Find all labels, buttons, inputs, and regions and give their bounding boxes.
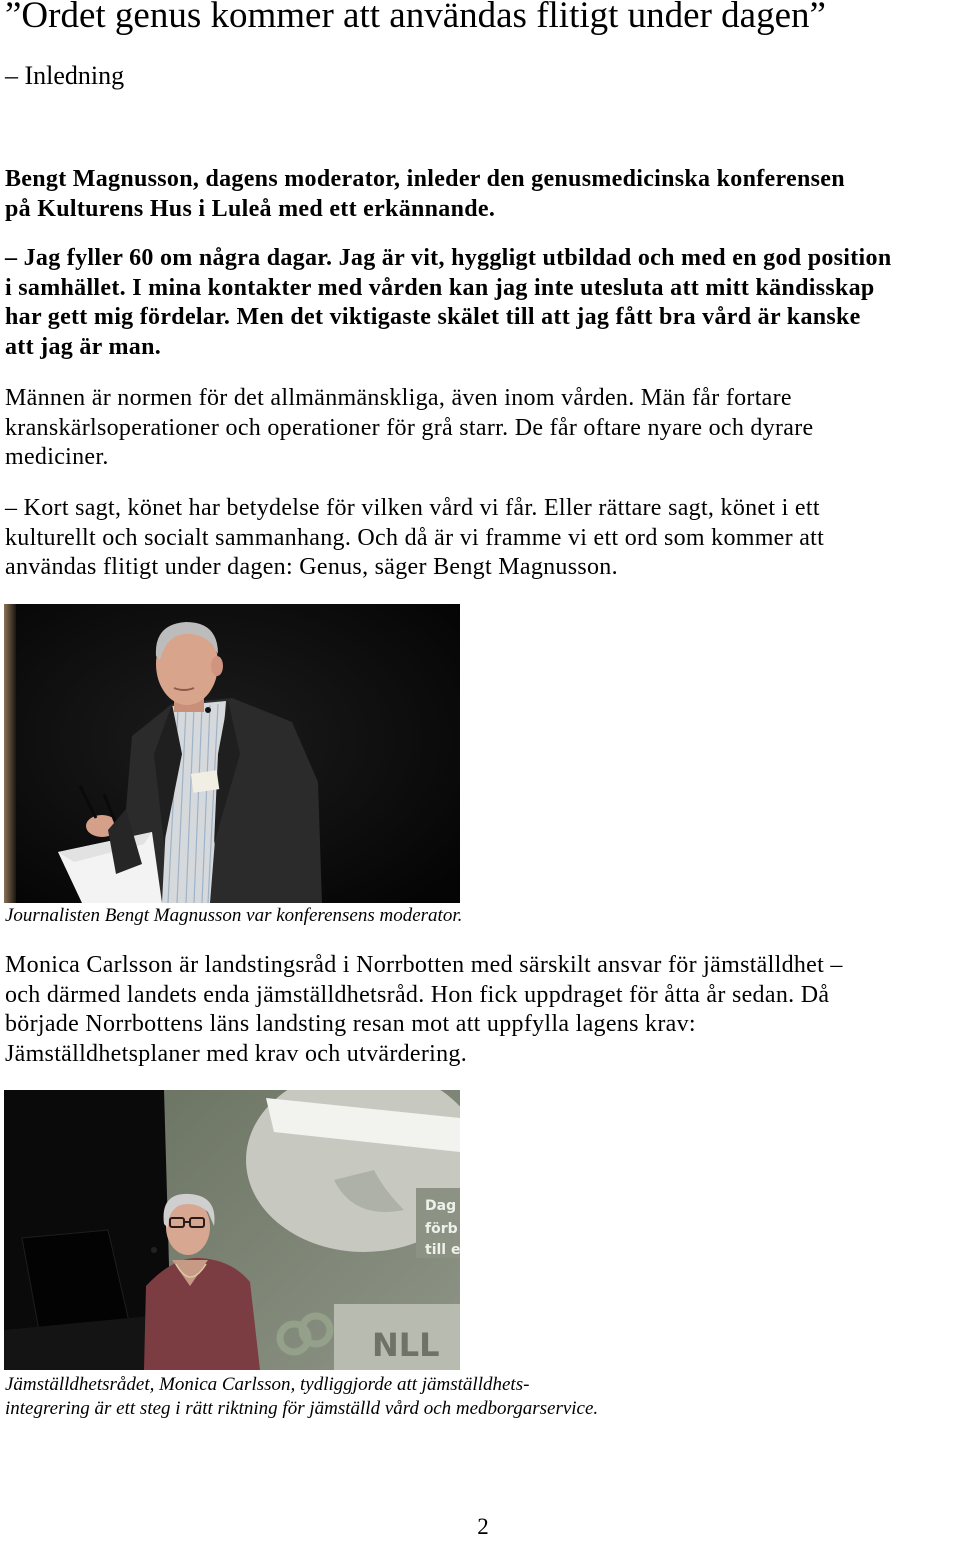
monica-line: och därmed landets enda jämställdhetsråd. Hon fick uppdraget för åtta år sedan. Då (5, 981, 830, 1008)
genus-line: användas flitigt under dagen: Genus, säger Bengt Magnusson. (5, 554, 618, 581)
moderator-photo (4, 604, 460, 903)
page-subtitle: – Inledning (5, 61, 125, 90)
page-number: 2 (477, 1514, 489, 1539)
page-title: ”Ordet genus kommer att användas flitigt under dagen” (5, 0, 826, 36)
genus-line: kulturellt och socialt sammanhang. Och då är vi framme vi ett ord som kommer att (5, 524, 825, 551)
monica-line: Monica Carlsson är landstingsråd i Norrbotten med särskilt ansvar för jämställdhet – (5, 952, 843, 978)
ear (211, 656, 223, 676)
quote-line: i samhället. I mina kontakter med vården kan jag inte utesluta att mitt kändisskap (5, 274, 875, 301)
genus-paragraph (5, 494, 824, 583)
screen-text: till e (425, 1242, 460, 1258)
intro-paragraph (5, 165, 845, 224)
caption-line: Jämställdhetsrådet, Monica Carlsson, tydliggjorde att jämställdhets- (5, 1374, 530, 1395)
norm-paragraph (5, 384, 814, 473)
name-badge (191, 770, 219, 792)
quote-paragraph (5, 244, 891, 363)
norm-line: kranskärlsoperationer och operationer för grå starr. De får oftare nyare och dyrare (5, 414, 814, 441)
monica-line: Jämställdhetsplaner med krav och utvärdering. (5, 1041, 468, 1068)
speaker-photo (4, 1090, 460, 1370)
caption-line: integrering är ett steg i rätt riktning för jämställd vård och medborgarservice. (5, 1398, 599, 1419)
quote-line: att jag är man. (5, 334, 162, 361)
intro-line: på Kulturens Hus i Luleå med ett erkännande. (5, 195, 496, 222)
monica-paragraph (5, 951, 843, 1070)
screen-text: förb (425, 1221, 458, 1237)
norm-line: Männen är normen för det allmänmänskliga, även inom vården. Män får fortare (5, 385, 792, 411)
moderator-photo-caption: Journalisten Bengt Magnusson var konferensens moderator. (5, 905, 463, 926)
curtain-edge (4, 604, 16, 903)
speaker-photo-caption (5, 1373, 598, 1421)
monica-line: började Norrbottens läns landsting resan mot att uppfylla lagens krav: (5, 1011, 696, 1038)
quote-line: – Jag fyller 60 om några dagar. Jag är vit, hyggligt utbildad och med en god position (5, 245, 892, 271)
screen-text: Dag (425, 1198, 457, 1214)
intro-line: Bengt Magnusson, dagens moderator, inleder den genusmedicinska konferensen (5, 166, 845, 192)
quote-line: har gett mig fördelar. Men det viktigaste skälet till att jag fått bra vård är kanske (5, 304, 861, 331)
microphone (205, 707, 211, 713)
speaker-body (144, 1258, 260, 1370)
genus-line: – Kort sagt, könet har betydelse för vilken vård vi får. Eller rättare sagt, könet i ett (5, 495, 820, 521)
logo-text: NLL (372, 1326, 440, 1364)
norm-line: mediciner. (5, 444, 109, 471)
microphone (151, 1247, 157, 1253)
